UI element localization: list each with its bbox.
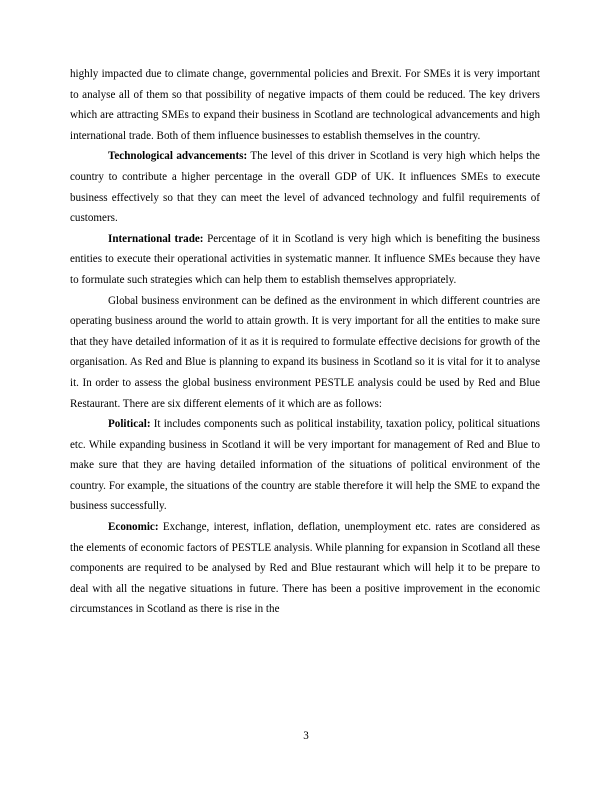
document-page [70,64,540,620]
paragraph-text: Global business environment can be defined as the environment in which different countries are operating business around the world to attain growth. It is very important for all the entities to make sure that they have detailed information of it as it is required to formulate effective decisions for growth of the organisation. As Red and Blue is planning to expand its business in Scotland so it is vital for it to analyse it. In order to assess the global business environment PESTLE analysis could be used by Red and Blue Restaurant. There are six different elements of it which are as follows: [70,294,540,410]
page-number: 3 [303,730,309,742]
paragraph-heading: International trade: [108,232,204,245]
paragraph-political [70,414,540,517]
paragraph-text: Percentage of it in Scotland is very high which is benefiting the business entities to execute their operational activities in systematic manner. It influence SMEs because they have to formulate such strategies which can help them to establish themselves appropriately. [70,232,540,286]
paragraph-intro-continuation [70,64,540,146]
paragraph-heading: Political: [108,418,151,431]
paragraph-economic [70,517,540,620]
paragraph-heading: Technological advancements: [108,150,248,163]
paragraph-text: The level of this driver in Scotland is very high which helps the country to contribute a higher percentage in the overall GDP of UK. It influences SMEs to execute business effectively so that they can meet the level of advanced technology and fulfil requirements of customers. [70,150,540,225]
paragraph-text: highly impacted due to climate change, governmental policies and Brexit. For SMEs it is very important to analyse all of them so that possibility of negative impacts of them could be reduced. The key drivers which are attracting SMEs to expand their business in Scotland are technological advancements and high international trade. Both of them influence businesses to establish themselves in the country. [70,68,540,142]
paragraph-heading: Economic: [108,521,159,534]
paragraph-international-trade [70,229,540,291]
paragraph-technological-advancements [70,146,540,228]
paragraph-text: It includes components such as political instability, taxation policy, political situations etc. While expanding business in Scotland it will be very important for management of Red and Blue to make sure that they are having detailed information of the situations of political environment of the country. For example, the situations of the country are stable therefore it will help the SME to expand the business successfully. [70,418,540,513]
paragraph-global-business-environment [70,291,540,415]
paragraph-text: Exchange, interest, inflation, deflation, unemployment etc. rates are considered as the elements of economic factors of PESTLE analysis. While planning for expansion in Scotland all these components are required to be analysed by Red and Blue restaurant which will help it to be prepare to deal with all the negative situations in future. There has been a positive improvement in the economic circumstances in Scotland as there is rise in the [70,521,540,616]
